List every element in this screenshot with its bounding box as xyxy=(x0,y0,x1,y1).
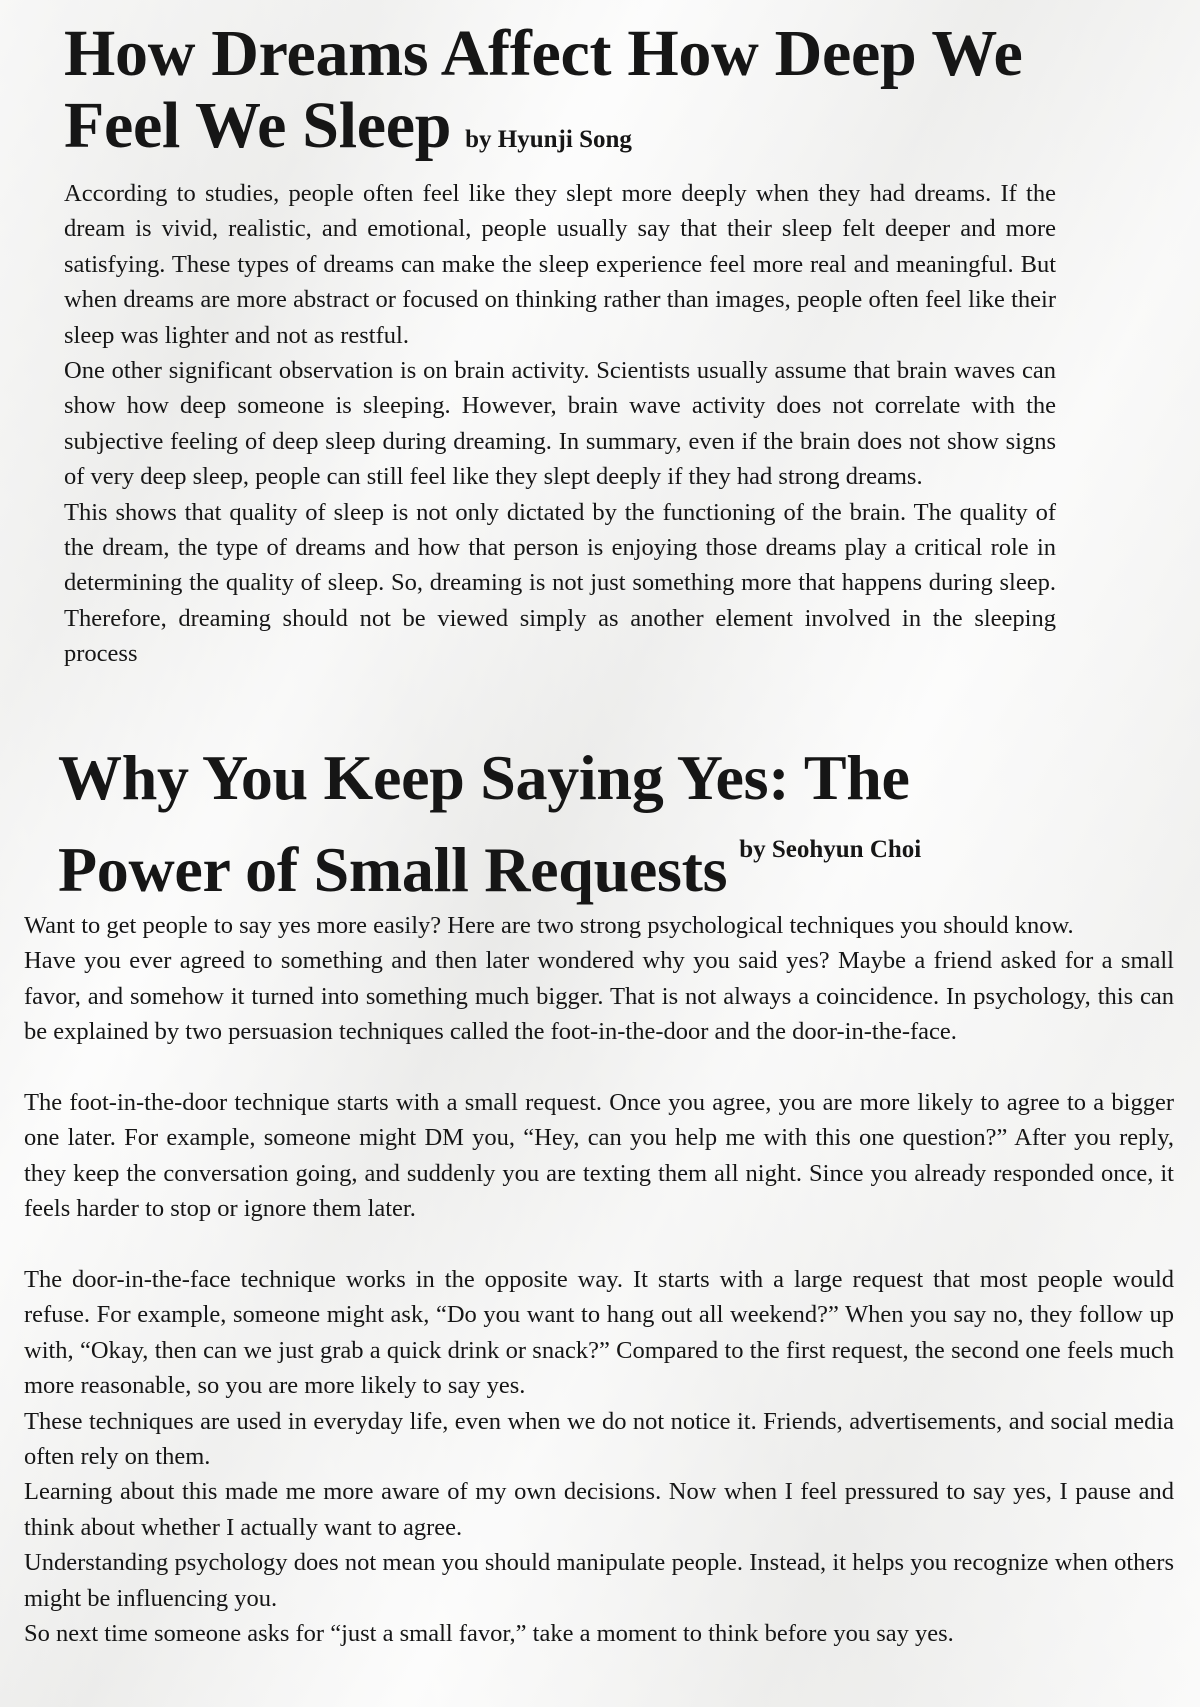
paragraph: This shows that quality of sleep is not only dictated by the functioning of the brain. The quality of the dream, the type of dreams and how that person is enjoying those dreams play a critical role in determining the quality of sleep. So, dreaming is not just something more that happens during sleep. Therefore, dreaming should not be viewed simply as another element involved in the sleeping process xyxy=(64,498,1056,668)
paragraph: Have you ever agreed to something and then later wondered why you said yes? Maybe a friend asked for a small favor, and somehow it turned into something much bigger. That is not always a coincidence. In psychology, this can be explained by two persuasion techniques called the foot-in-the-door and the door-in-the-face. xyxy=(24,947,1174,1046)
paragraph: The foot-in-the-door technique starts with a small request. Once you agree, you are more likely to agree to a bigger one later. For example, someone might DM you, “Hey, can you help me with this one question?” After you reply, they keep the conversation going, and suddenly you are texting them all night. Since you already responded once, it feels harder to stop or ignore them later. xyxy=(24,1089,1174,1223)
article-title xyxy=(64,18,1056,176)
paragraph-spacer xyxy=(24,1227,1174,1262)
article-body xyxy=(24,908,1174,1652)
article-title xyxy=(24,742,1174,906)
paragraph: Understanding psychology does not mean you should manipulate people. Instead, it helps you recognize when others might be influencing you. xyxy=(24,1549,1174,1612)
paragraph: According to studies, people often feel like they slept more deeply when they had dreams. If the dream is vivid, realistic, and emotional, people usually say that their sleep felt deeper and more satisfying. These types of dreams can make the sleep experience feel more real and meaningful. But when dreams are more abstract or focused on thinking rather than images, people often feel like their sleep was lighter and not as restful. xyxy=(64,180,1056,349)
article-small-requests xyxy=(24,742,1174,1652)
article-body xyxy=(64,176,1056,672)
paragraph: Learning about this made me more aware of my own decisions. Now when I feel pressured to say yes, I pause and think about whether I actually want to agree. xyxy=(24,1478,1174,1541)
title-line-1: How Dreams Affect How Deep We xyxy=(64,17,1023,90)
paragraph: So next time someone asks for “just a small favor,” take a moment to think before you say yes. xyxy=(24,1620,954,1648)
title-line-2: Feel We Sleep xyxy=(64,89,452,162)
title-line-1: Why You Keep Saying Yes: The xyxy=(58,742,910,813)
paragraph: These techniques are used in everyday life, even when we do not notice it. Friends, advertisements, and social media often rely on them. xyxy=(24,1407,1174,1471)
paragraph: The door-in-the-face technique works in the opposite way. It starts with a large request that most people would refuse. For example, someone might ask, “Do you want to hang out all weekend?” When you say no, they follow up with, “Okay, then can we just grab a quick drink or snack?” Compared to the first request, the second one feels much more reasonable, so you are more likely to say yes. xyxy=(24,1266,1174,1400)
paragraph-spacer xyxy=(24,1050,1174,1085)
article-dreams xyxy=(64,18,1056,672)
paragraph: One other significant observation is on brain activity. Scientists usually assume that brain waves can show how deep someone is sleeping. However, brain wave activity does not correlate with the subjective feeling of deep sleep during dreaming. In summary, even if the brain does not show signs of very deep sleep, people can still feel like they slept deeply if they had strong dreams. xyxy=(64,357,1056,491)
title-line-2: Power of Small Requests xyxy=(58,834,728,905)
paragraph: Want to get people to say yes more easily? Here are two strong psychological techniques you should know. xyxy=(24,912,1074,939)
author-byline: by Hyunji Song xyxy=(465,126,632,153)
author-byline: by Seohyun Choi xyxy=(739,836,922,863)
